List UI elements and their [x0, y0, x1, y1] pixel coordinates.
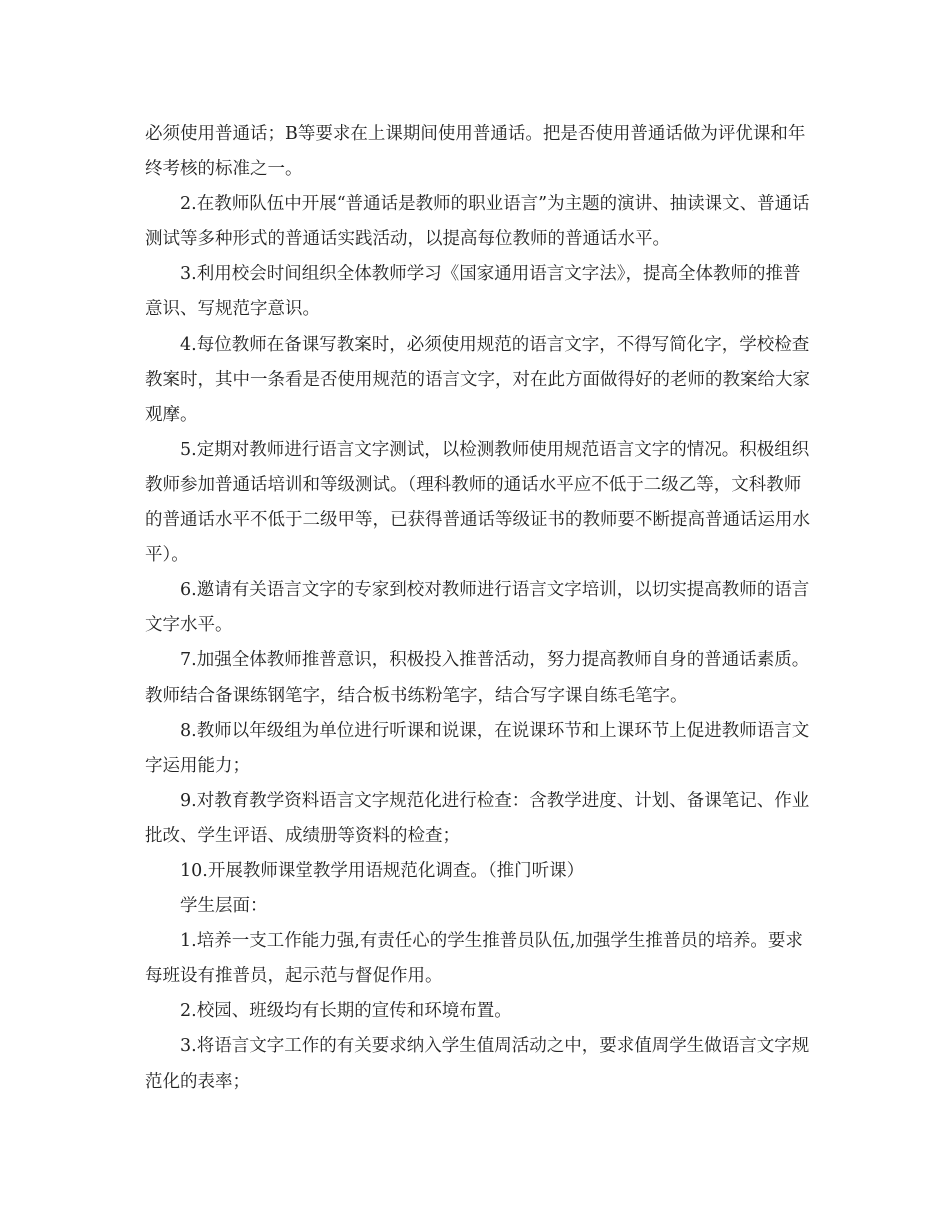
paragraph-2: 3.利用校会时间组织全体教师学习《国家通用语言文字法》，提高全体教师的推普意识、写规范字意识。	[145, 264, 801, 320]
section-heading-students: 学生层面：	[180, 896, 268, 917]
document-body	[145, 117, 813, 1100]
paragraph-4: 5.定期对教师进行语言文字测试，以检测教师使用规范语言文字的情况。积极组织教师参加普通话培训和等级测试。（理科教师的通话水平应不低于二级乙等，文科教师的普通话水平不低于二级甲等，已获得普通话等级证书的教师要不断提高普通话运用水平）。	[145, 439, 810, 566]
paragraph-7: 8.教师以年级组为单位进行听课和说课，在说课环节和上课环节上促进教师语言文字运用能力；	[145, 720, 810, 776]
paragraph-13: 3.将语言文字工作的有关要求纳入学生值周活动之中，要求值周学生做语言文字规范化的表率；	[145, 1036, 810, 1092]
paragraph-5: 6.邀请有关语言文字的专家到校对教师进行语言文字培训，以切实提高教师的语言文字水平。	[145, 580, 810, 636]
paragraph-9: 10.开展教师课堂教学用语规范化调查。（推门听课）	[180, 860, 585, 881]
paragraph-1: 2.在教师队伍中开展“普通话是教师的职业语言”为主题的演讲、抽读课文、普通话测试等多种形式的普通话实践活动，以提高每位教师的普通话水平。	[145, 194, 810, 250]
paragraph-6: 7.加强全体教师推普意识，积极投入推普活动，努力提高教师自身的普通话素质。教师结合备课练钢笔字，结合板书练粉笔字，结合写字课自练毛笔字。	[145, 650, 810, 706]
paragraph-3: 4.每位教师在备课写教案时，必须使用规范的语言文字，不得写简化字，学校检查教案时，其中一条看是否使用规范的语言文字，对在此方面做得好的老师的教案给大家观摩。	[145, 334, 810, 425]
paragraph-0: 必须使用普通话；B等要求在上课期间使用普通话。把是否使用普通话做为评优课和年终考核的标准之一。	[145, 124, 806, 180]
paragraph-12: 2.校园、班级均有长期的宣传和环境布置。	[180, 1001, 512, 1022]
paragraph-8: 9.对教育教学资料语言文字规范化进行检查：含教学进度、计划、备课笔记、作业批改、学生评语、成绩册等资料的检查；	[145, 790, 810, 846]
paragraph-11: 1.培养一支工作能力强,有责任心的学生推普员队伍,加强学生推普员的培养。要求每班设有推普员，起示范与督促作用。	[145, 931, 803, 987]
